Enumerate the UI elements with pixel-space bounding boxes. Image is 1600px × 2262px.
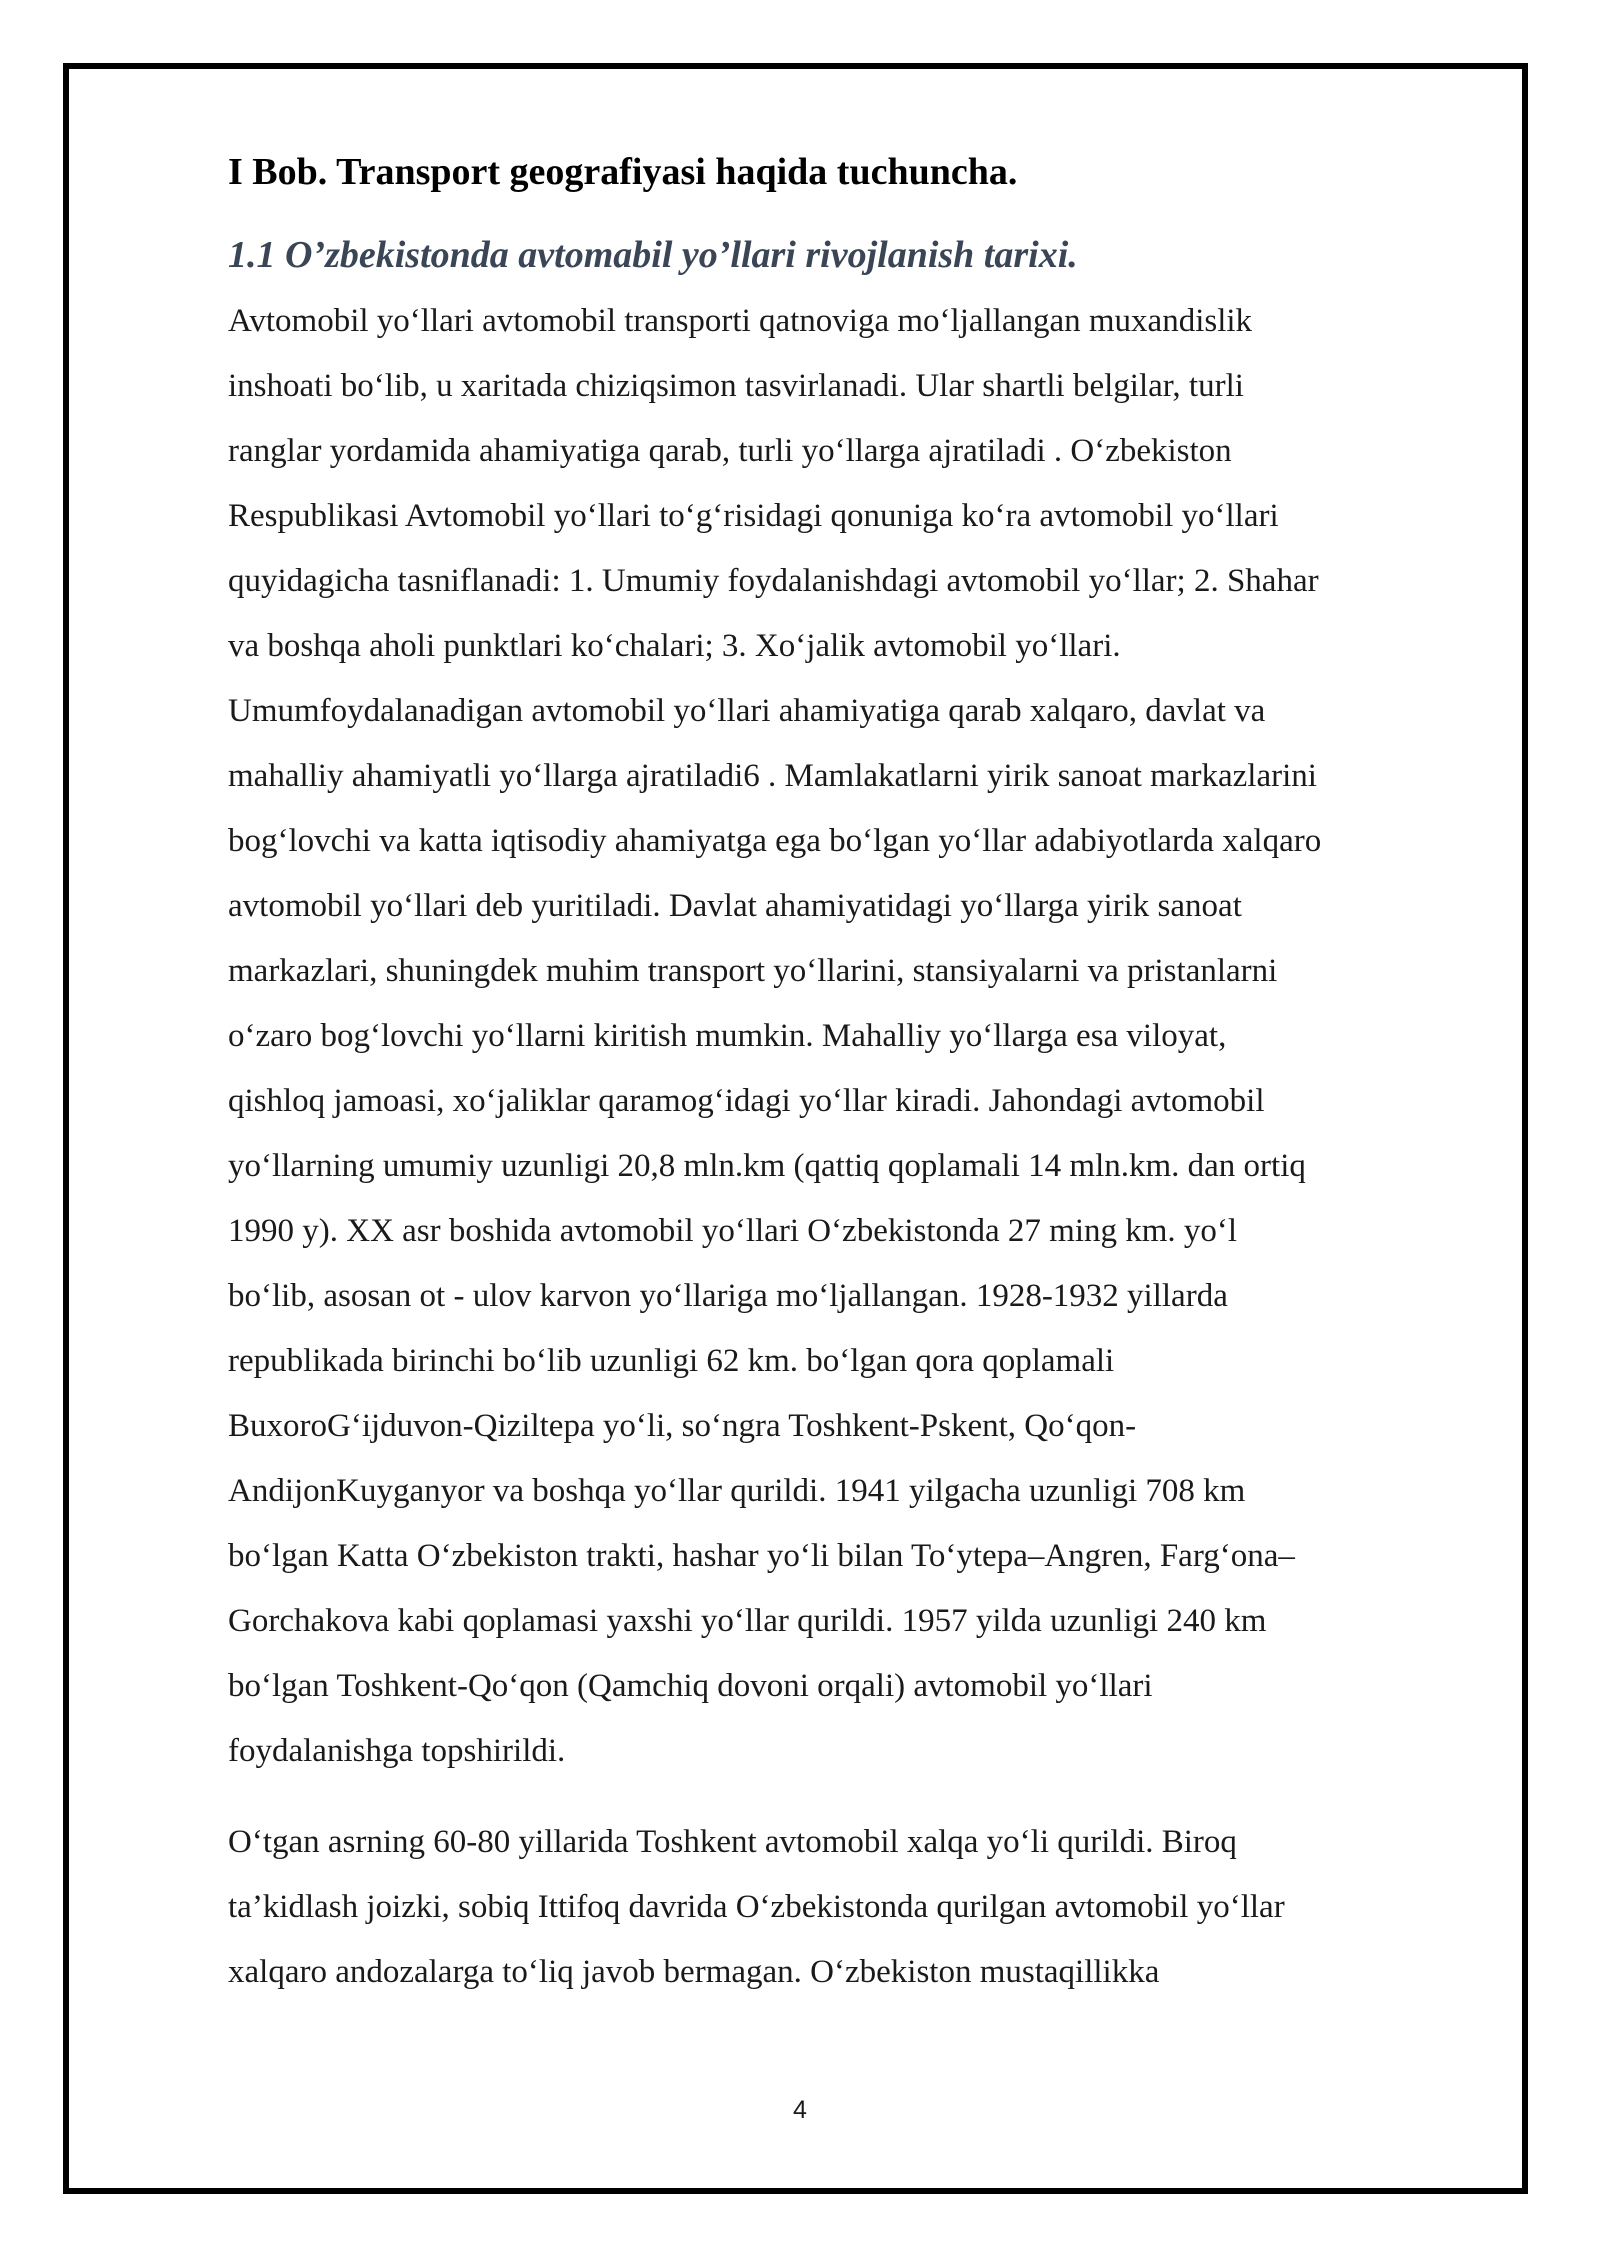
- body-paragraph-2: O‘tgan asrning 60-80 yillarida Toshkent avtomobil xalqa yo‘li qurildi. Biroq ta’kidlash joizki, sobiq Ittifoq davrida O‘zbekistonda qurilgan avtomobil yo‘llar xalqaro andozalarga to‘liq javob bermagan. O‘zbekiston mustaqillikka: [228, 1824, 1285, 1991]
- section-title: 1.1 O’zbekistonda avtomabil yo’llari rivojlanish tarixi.: [228, 233, 1078, 276]
- body-paragraph-1: Avtomobil yo‘llari avtomobil transporti qatnoviga mo‘ljallangan muxandislik inshoati bo‘lib, u xaritada chiziqsimon tasvirlanadi. Ular shartli belgilar, turli ranglar yordamida ahamiyatiga qarab, turli yo‘llarga ajratiladi . O‘zbekiston Respublikasi Avtomobil yo‘llari to‘g‘risidagi qonuniga ko‘ra avtomobil yo‘llari quyidagicha tasniflanadi: 1. Umumiy foydalanishdagi avtomobil yo‘llar; 2. Shahar va boshqa aholi punktlari ko‘chalari; 3. Xo‘jalik avtomobil yo‘llari. Umumfoydalanadigan avtomobil yo‘llari ahamiyatiga qarab xalqaro, davlat va mahalliy ahamiyatli yo‘llarga ajratiladi6 . Mamlakatlarni yirik sanoat markazlarini bog‘lovchi va katta iqtisodiy ahamiyatga ega bo‘lgan yo‘llar adabiyotlarda xalqaro avtomobil yo‘llari deb yuritiladi. Davlat ahamiyatidagi yo‘llarga yirik sanoat markazlari, shuningdek muhim transport yo‘llarini, stansiyalarni va pristanlarni o‘zaro bog‘lovchi yo‘llarni kiritish mumkin. Mahalliy yo‘llarga esa viloyat, qishloq jamoasi, xo‘jaliklar qaramog‘idagi yo‘llar kiradi. Jahondagi avtomobil yo‘llarning umumiy uzunligi 20,8 mln.km (qattiq qoplamali 14 mln.km. dan ortiq 1990 y). XX asr boshida avtomobil yo‘llari O‘zbekistonda 27 ming km. yo‘l bo‘lib, asosan ot - ulov karvon yo‘llariga mo‘ljallangan. 1928-1932 yillarda republikada birinchi bo‘lib uzunligi 62 km. bo‘lgan qora qoplamali BuxoroG‘ijduvon-Qiziltepa yo‘li, so‘ngra Toshkent-Pskent, Qo‘qon- AndijonKuyganyor va boshqa yo‘llar qurildi. 1941 yilgacha uzunligi 708 km bo‘lgan Katta O‘zbekiston trakti, hashar yo‘li bilan To‘ytepa–Angren, Farg‘ona– Gorchakova kabi qoplamasi yaxshi yo‘llar qurildi. 1957 yilda uzunligi 240 km bo‘lgan Toshkent-Qo‘qon (Qamchiq dovoni orqali) avtomobil yo‘llari foydalanishga topshirildi.: [228, 303, 1322, 1770]
- page-number: 4: [793, 2096, 807, 2124]
- chapter-title: I Bob. Transport geografiyasi haqida tuchuncha.: [228, 151, 1018, 193]
- document-body: [228, 150, 1478, 2005]
